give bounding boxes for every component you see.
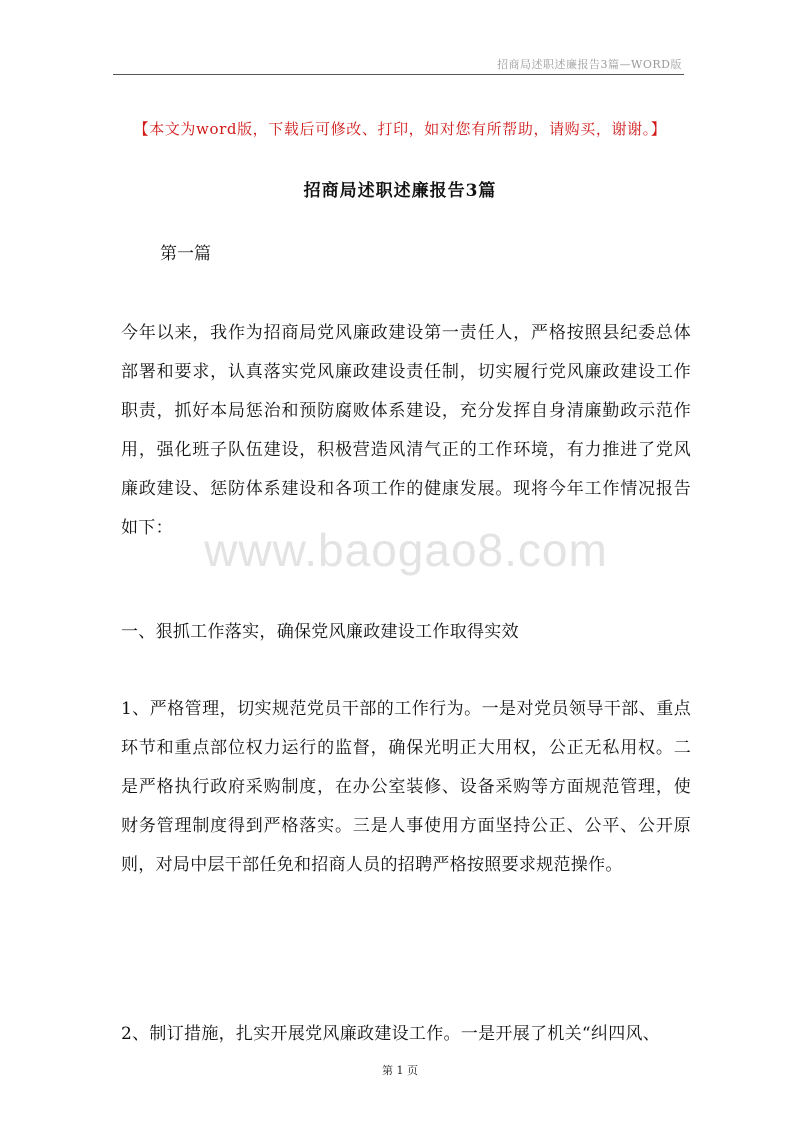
section-label: 第一篇	[160, 244, 211, 264]
document-title: 招商局述职述廉报告3篇	[303, 181, 497, 201]
download-notice: 【本文为word版，下载后可修改、打印，如对您有所帮助，请购买，谢谢。】	[133, 120, 667, 138]
running-header: 招商局述职述廉报告3篇—WORD版	[497, 58, 682, 71]
body-paragraph-item-1: 1、严格管理，切实规范党员干部的工作行为。一是对党员领导干部、重点环节和重点部位权力运行的监督，确保光明正大用权，公正无私用权。二是严格执行政府采购制度，在办公室装修、设备采购等方面规范管理，使财务管理制度得到严格落实。三是人事使用方面坚持公正、公平、公开原则，对局中层干部任免和招商人员的招聘严格按照要求规范操作。	[121, 699, 691, 875]
page-number: 第 1 页	[382, 1064, 418, 1077]
watermark: www.baogao8.com	[204, 524, 608, 576]
header-divider	[113, 74, 684, 75]
section-heading: 一、狠抓工作落实，确保党风廉政建设工作取得实效	[121, 622, 519, 642]
body-paragraph-item-2: 2、制订措施，扎实开展党风廉政建设工作。一是开展了机关“纠四风、	[121, 1024, 661, 1044]
body-paragraph-intro: 今年以来，我作为招商局党风廉政建设第一责任人，严格按照县纪委总体部署和要求，认真落实党风廉政建设责任制，切实履行党风廉政建设工作职责，抓好本局惩治和预防腐败体系建设，充分发挥自身清廉勤政示范作用，强化班子队伍建设，积极营造风清气正的工作环境，有力推进了党风廉政建设、惩防体系建设和各项工作的健康发展。现将今年工作情况报告如下：	[121, 323, 691, 538]
